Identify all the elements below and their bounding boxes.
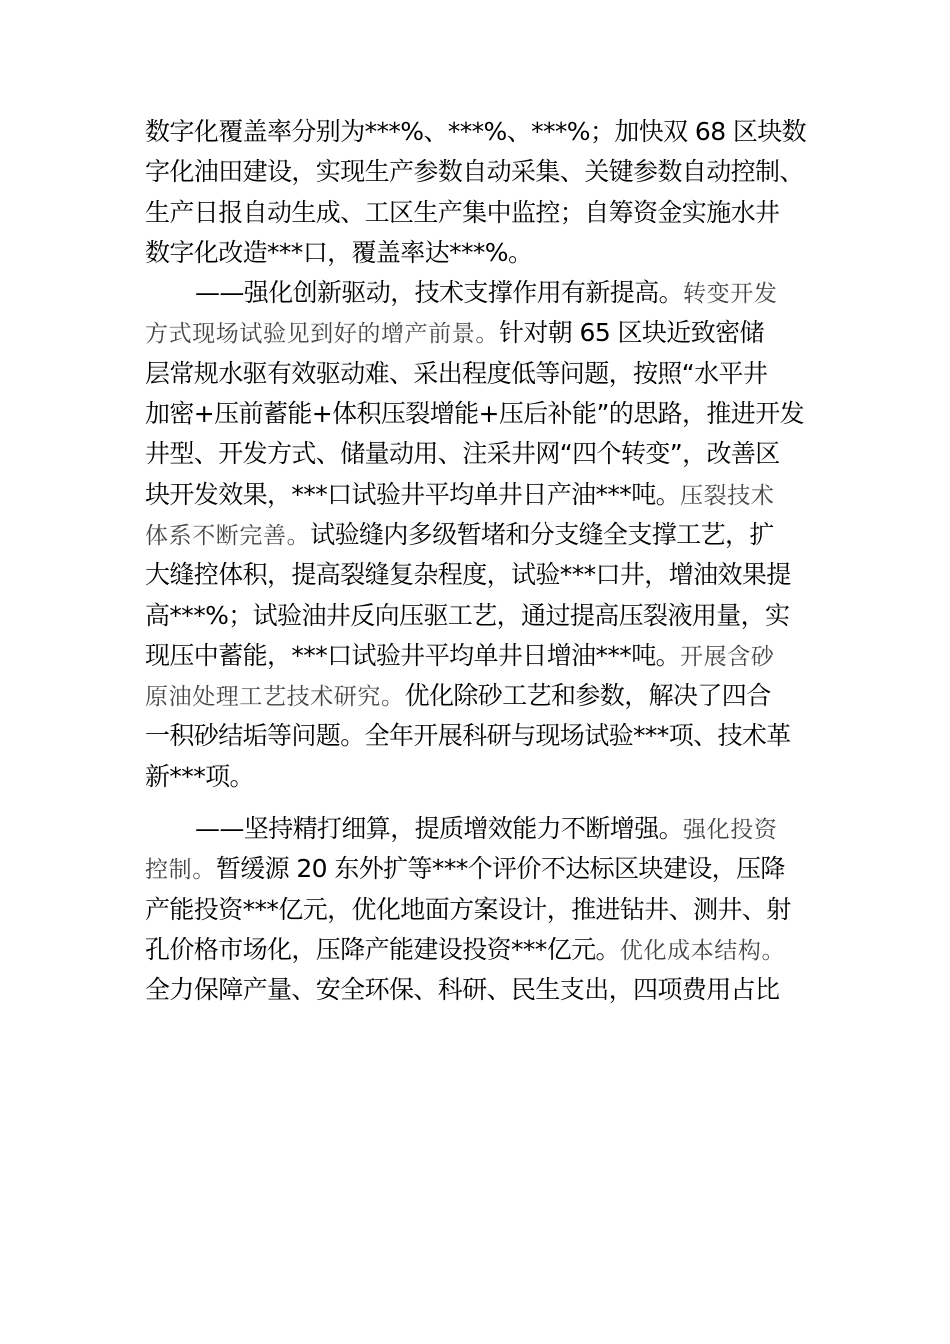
text-line: 全力保障产量、安全环保、科研、民生支出，四项费用占比 — [145, 975, 780, 1005]
text-line: 数字化改造***口，覆盖率达***%。 — [145, 237, 533, 267]
section-heading: ——坚持精打细算，提质增效能力不断增强。 — [195, 814, 684, 844]
text-run: 暂缓源 20 东外扩等***个评价不达标区块建设，压降 — [215, 854, 785, 884]
text-line: 生产日报自动生成、工区生产集中监控；自筹资金实施水井 — [145, 197, 780, 227]
text-line — [145, 930, 825, 970]
text-line — [145, 313, 825, 353]
text-line — [145, 273, 825, 313]
text-run: 优化除砂工艺和参数，解决了四合 — [404, 681, 771, 711]
text-run: 孔价格市场化，压降产能建设投资***亿元。 — [145, 934, 620, 964]
subheading: 压裂技术 — [680, 482, 775, 509]
text-line: 加密+压前蓄能+体积压裂增能+压后补能”的思路，推进开发 — [145, 399, 804, 429]
text-run: 块开发效果，***口试验井平均单井日产油***吨。 — [145, 479, 681, 509]
subheading: 开展含砂 — [680, 643, 775, 670]
text-line: 层常规水驱有效驱动难、采出程度低等问题，按照“水平井 — [145, 358, 768, 388]
text-line: 井型、开发方式、储量动用、注采井网“四个转变”，改善区 — [145, 439, 780, 469]
paragraph-digitalization — [145, 112, 825, 273]
text-line — [145, 515, 825, 555]
text-line — [145, 849, 825, 889]
subheading: 优化成本结构。 — [619, 937, 786, 964]
section-heading: ——强化创新驱动，技术支撑作用有新提高。 — [195, 278, 684, 308]
text-line: 产能投资***亿元，优化地面方案设计，推进钻井、测井、射 — [145, 894, 791, 924]
paragraph-innovation — [145, 273, 825, 797]
paragraph-cost-control — [145, 809, 825, 1010]
subheading: 控制。 — [145, 857, 216, 884]
subheading: 强化投资 — [683, 817, 778, 844]
text-line: 大缝控体积，提高裂缝复杂程度，试验***口井，增油效果提 — [145, 560, 791, 590]
subheading: 原油处理工艺技术研究。 — [145, 684, 405, 711]
text-line — [145, 809, 825, 849]
text-line — [145, 636, 825, 676]
text-run: 现压中蓄能，***口试验井平均单井日增油***吨。 — [145, 640, 681, 670]
text-line: 一积砂结垢等问题。全年开展科研与现场试验***项、技术革 — [145, 721, 791, 751]
text-run: 针对朝 65 区块近致密储 — [499, 318, 764, 348]
text-line: 字化油田建设，实现生产参数自动采集、关键参数自动控制、 — [145, 157, 804, 187]
body-text — [145, 112, 825, 1011]
paragraph-spacer — [145, 797, 825, 809]
text-line: 新***项。 — [145, 761, 254, 791]
text-line — [145, 676, 825, 716]
subheading: 方式现场试验见到好的增产前景。 — [145, 321, 499, 348]
subheading: 转变开发 — [683, 281, 778, 308]
text-line: 数字化覆盖率分别为***%、***%、***%；加快双 68 区块数 — [145, 117, 807, 146]
text-line — [145, 475, 825, 515]
text-run: 试验缝内多级暂堵和分支缝全支撑工艺，扩 — [310, 519, 774, 549]
text-line: 高***%；试验油井反向压驱工艺，通过提高压裂液用量，实 — [145, 600, 790, 630]
subheading: 体系不断完善。 — [145, 522, 311, 549]
